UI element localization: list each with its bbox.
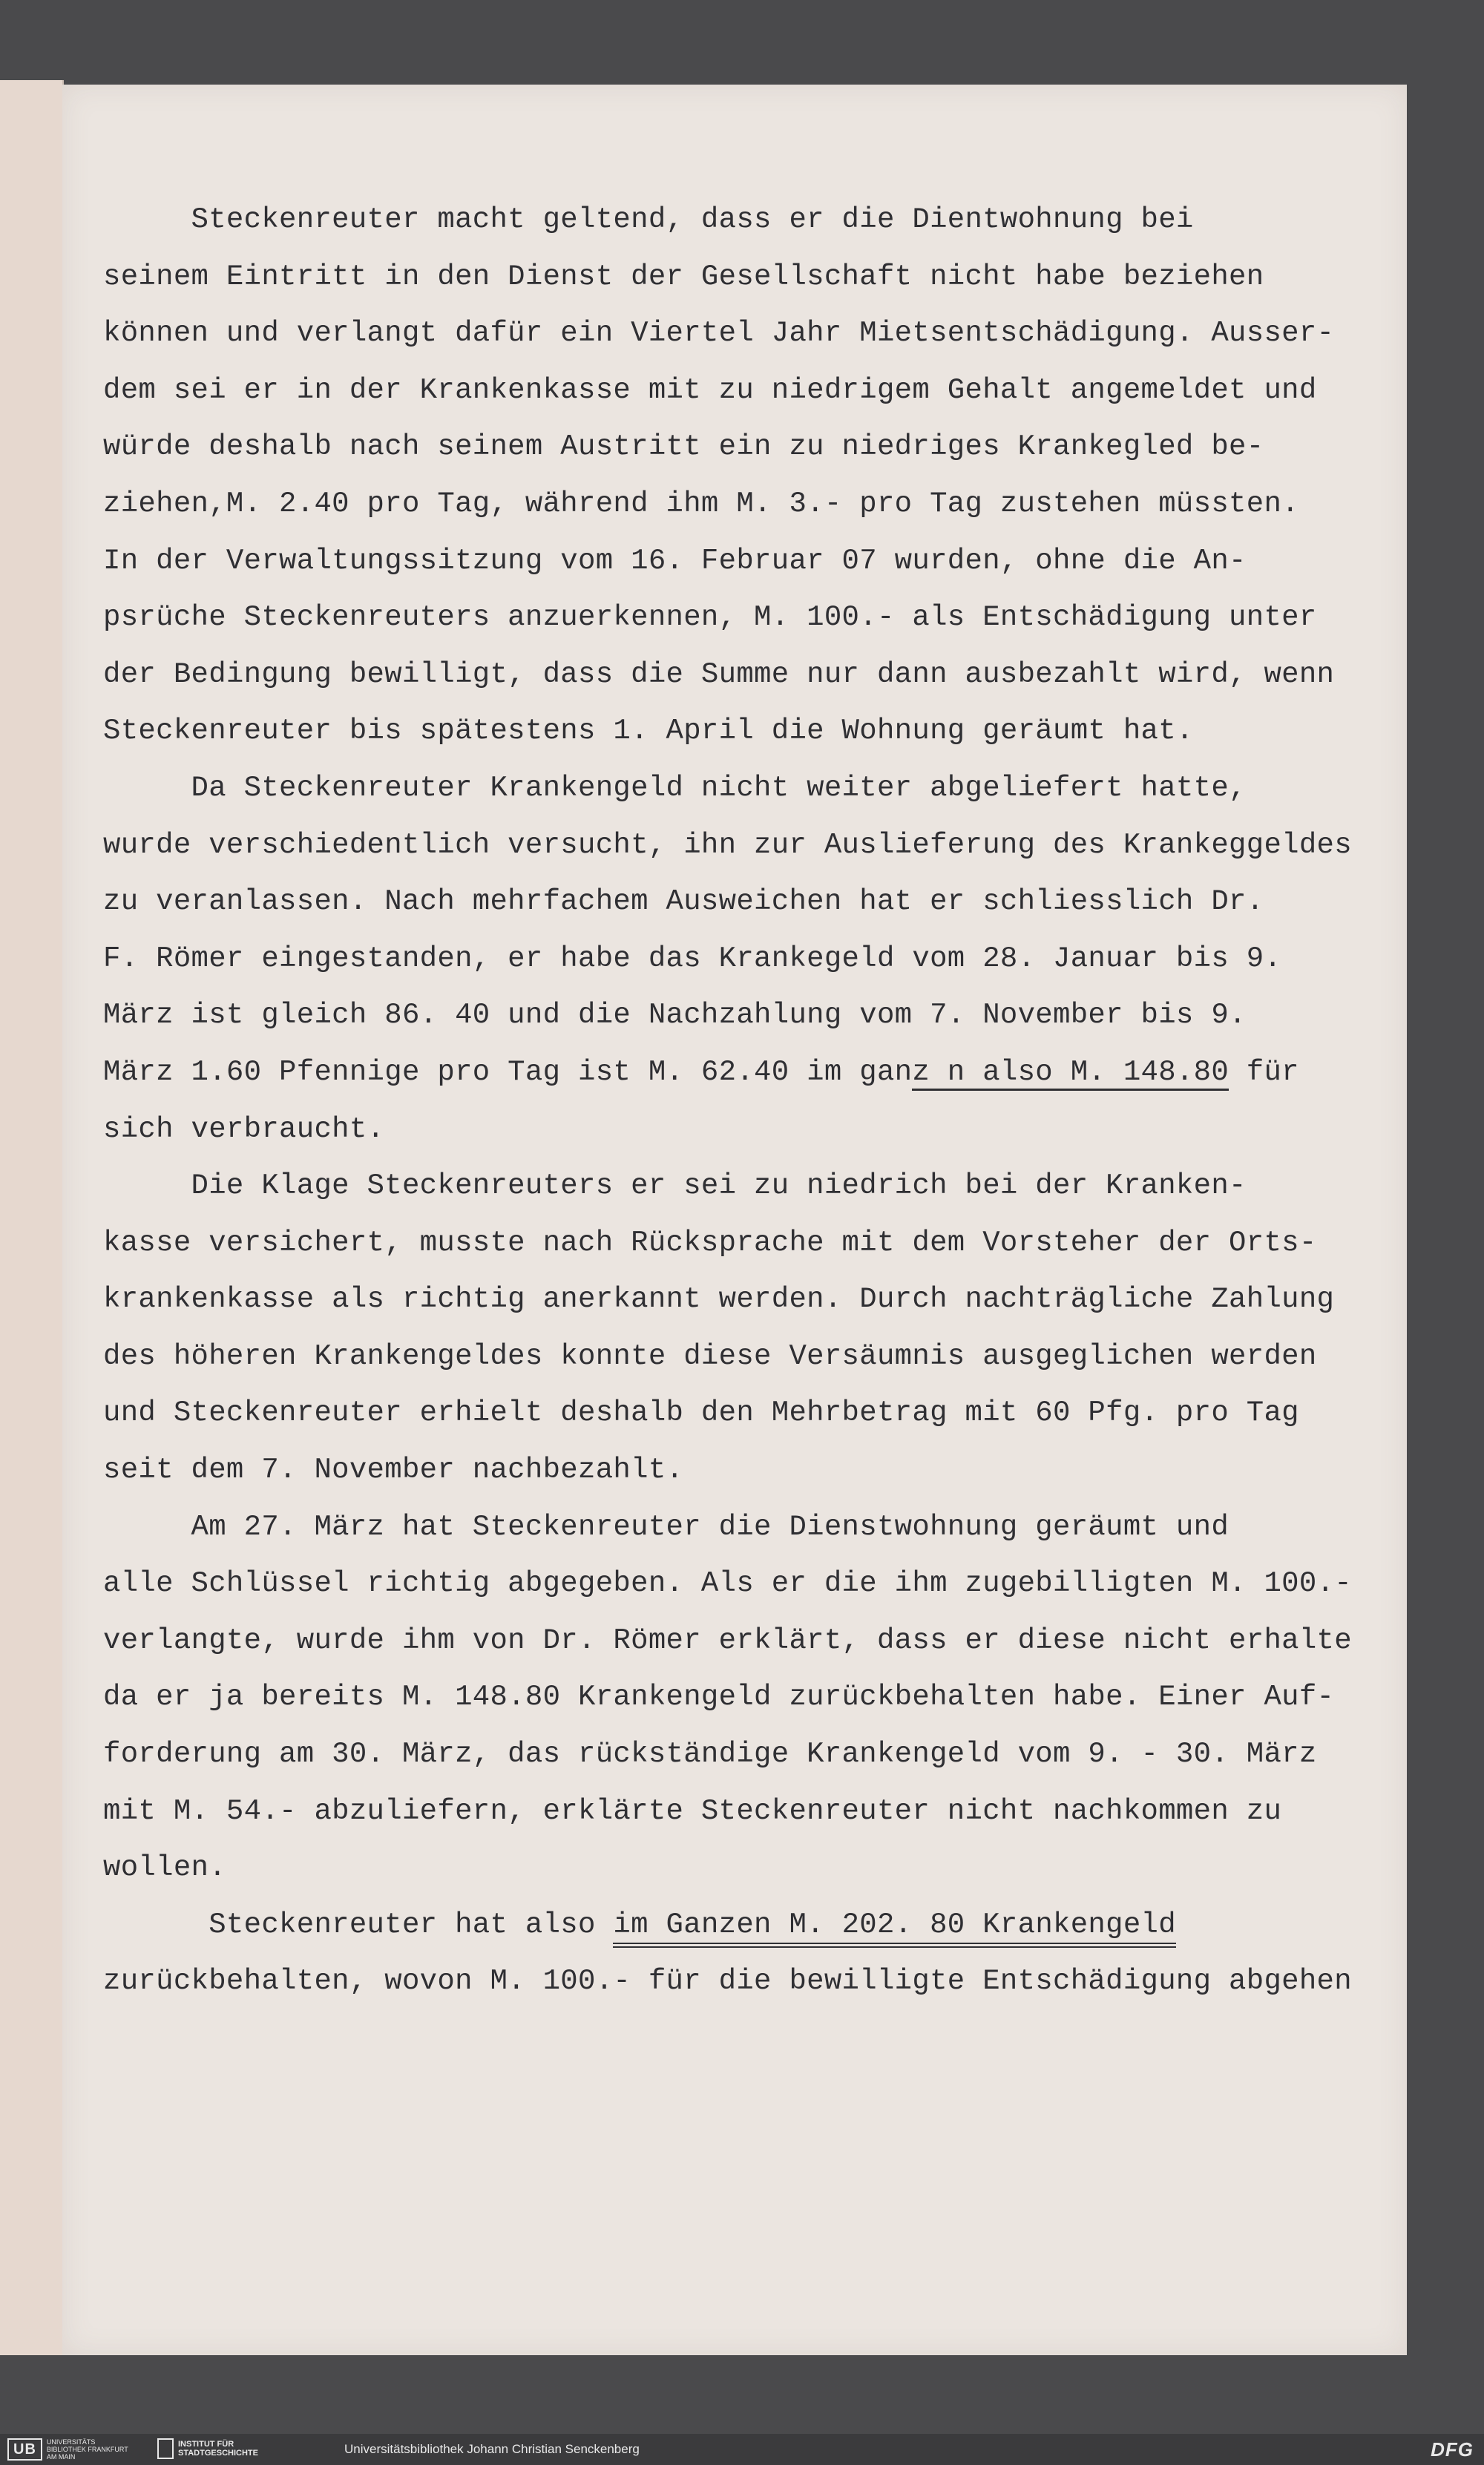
text-line: können und verlangt dafür ein Viertel Jahr Mietsentschädigung. Ausser- [103, 317, 1335, 350]
text-line: würde deshalb nach seinem Austritt ein zu niedriges Krankegled be- [103, 430, 1264, 464]
text-line: In der Verwaltungssitzung vom 16. Februar 07 wurden, ohne die An- [103, 544, 1247, 577]
text-line: alle Schlüssel richtig abgegeben. Als er die ihm zugebilligten M. 100.- [103, 1567, 1352, 1601]
footer-bar [0, 2434, 1484, 2465]
text-line: F. Römer eingestanden, er habe das Krankegeld vom 28. Januar bis 9. [103, 942, 1282, 975]
text-line: der Bedingung bewilligt, dass die Summe nur dann ausbezahlt wird, wenn [103, 657, 1335, 691]
text-line: verlangte, wurde ihm von Dr. Römer erklärt, dass er diese nicht erhalte [103, 1624, 1352, 1657]
text-line: seit dem 7. November nachbezahlt. [103, 1454, 684, 1487]
text-line: wollen. [103, 1851, 226, 1885]
ub-logo-mark: UB [7, 2438, 42, 2461]
text-line: des höheren Krankengeldes konnte diese Versäumnis ausgeglichen werden [103, 1339, 1317, 1373]
text-line: Da Steckenreuter Krankengeld nicht weiter abgeliefert hatte, [103, 771, 1247, 804]
text-line-double-underlined [103, 1897, 1409, 1954]
text-line: zu veranlassen. Nach mehrfachem Ausweichen hat er schliesslich Dr. [103, 885, 1264, 919]
text-line: wurde verschiedentlich versucht, ihn zur Auslieferung des Krankeggeldes [103, 828, 1352, 861]
text-line: da er ja bereits M. 148.80 Krankengeld zurückbehalten habe. Einer Auf- [103, 1681, 1335, 1714]
text-segment: für [1229, 1055, 1299, 1089]
text-segment: Steckenreuter hat also [103, 1908, 614, 1941]
ub-logo[interactable] [7, 2438, 128, 2461]
text-line: kasse versichert, musste nach Rücksprache mit dem Vorsteher der Orts- [103, 1226, 1317, 1259]
facing-page-edge [0, 80, 64, 2355]
text-line: März ist gleich 86. 40 und die Nachzahlung vom 7. November bis 9. [103, 999, 1247, 1032]
text-line: dem sei er in der Krankenkasse mit zu niedrigem Gehalt angemeldet und [103, 373, 1317, 407]
ifs-logo[interactable] [157, 2438, 267, 2459]
underlined-amount: z n also M. 148.80 [912, 1056, 1229, 1091]
text-line: krankenkasse als richtig anerkannt werden. Durch nachträgliche Zahlung [103, 1283, 1335, 1316]
ub-logo-text: UNIVERSITÄTS BIBLIOTHEK FRANKFURT AM MAIN [46, 2438, 128, 2461]
typewritten-text [103, 191, 1409, 2010]
text-line: zurückbehalten, wovon M. 100.- für die bewilligte Entschädigung abgehen [103, 1965, 1352, 1998]
text-line: Am 27. März hat Steckenreuter die Dienstwohnung geräumt und [103, 1510, 1229, 1543]
text-line: ziehen,M. 2.40 pro Tag, während ihm M. 3.- pro Tag zustehen müssten. [103, 487, 1299, 520]
text-line: sich verbraucht. [103, 1112, 385, 1146]
text-segment: März 1.60 Pfennige pro Tag ist M. 62.40 im gan [103, 1055, 913, 1089]
text-line: psrüche Steckenreuters anzuerkennen, M. 100.- als Entschädigung unter [103, 601, 1317, 634]
double-underlined-total: im Ganzen M. 202. 80 Krankengeld [613, 1908, 1176, 1948]
text-line-underlined-amount [103, 1044, 1409, 1101]
text-line: Steckenreuter macht geltend, dass er die Dientwohnung bei [103, 203, 1194, 236]
footer-caption: Universitätsbibliothek Johann Christian Senckenberg [344, 2442, 640, 2456]
text-line: mit M. 54.- abzuliefern, erklärte Steckenreuter nicht nachkommen zu [103, 1794, 1282, 1828]
text-line: und Steckenreuter erhielt deshalb den Mehrbetrag mit 60 Pfg. pro Tag [103, 1396, 1299, 1430]
dfg-logo[interactable]: DFG [1431, 2438, 1474, 2461]
ifs-logo-icon [157, 2438, 174, 2459]
ifs-logo-text: INSTITUT FÜR STADTGESCHICHTE [178, 2440, 258, 2458]
text-line: forderung am 30. März, das rückständige Krankengeld vom 9. - 30. März [103, 1738, 1317, 1771]
text-line: Steckenreuter bis spätestens 1. April die Wohnung geräumt hat. [103, 715, 1194, 748]
text-line: seinem Eintritt in den Dienst der Gesellschaft nicht habe beziehen [103, 260, 1264, 293]
text-line: Die Klage Steckenreuters er sei zu niedrich bei der Kranken- [103, 1169, 1247, 1203]
